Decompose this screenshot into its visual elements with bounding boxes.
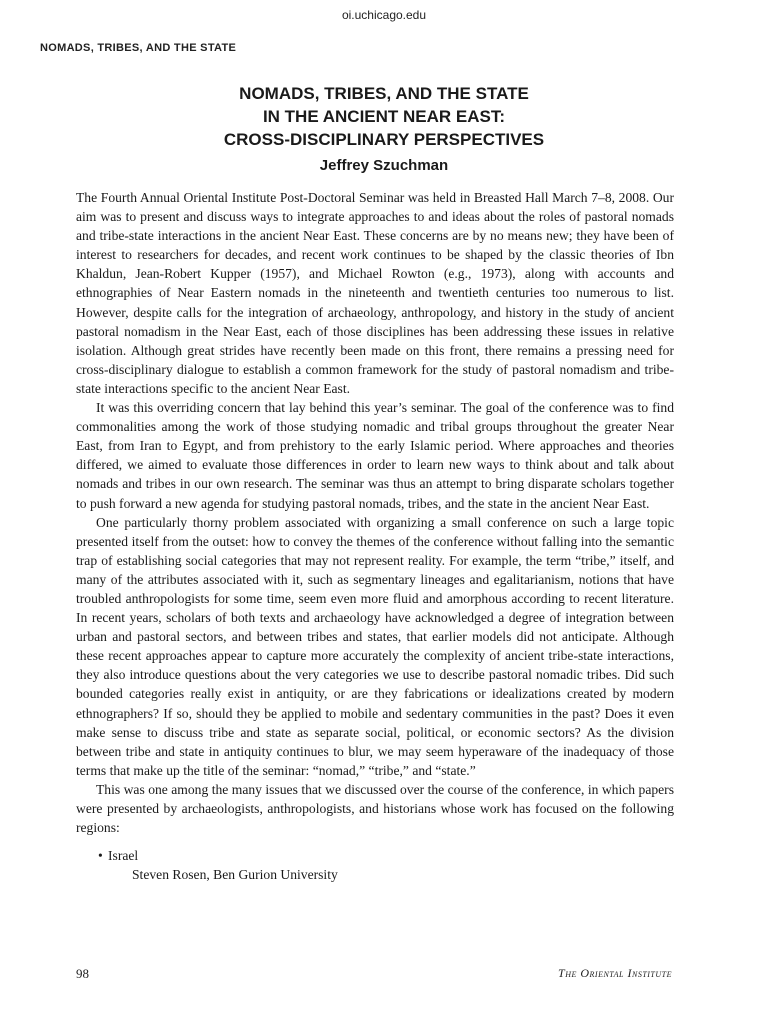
article-title-block: [0, 82, 768, 174]
region-item: [76, 846, 674, 884]
paragraph-4: This was one among the many issues that we discussed over the course of the conference, in which papers were presented by archaeologists, anthropologists, and historians whose work has focused on the following regions:: [76, 781, 674, 836]
author-name: Jeffrey Szuchman: [319, 157, 449, 174]
footer-institution: The Oriental Institute: [558, 966, 672, 980]
page-number: 98: [76, 966, 89, 981]
bullet-dot-icon: •: [98, 848, 103, 864]
region-label: Israel: [108, 848, 139, 864]
paragraph-1: The Fourth Annual Oriental Institute Post-Doctoral Seminar was held in Breasted Hall March 7–8, 2008. Our aim was to present and discuss ways to integrate approaches to and ideas about the roles of pastoral nomads and tribe-state interactions in the ancient Near East. These concerns are by no means new; they have been of interest to researchers for decades, and recent work continues to be shaped by the classic theories of Ibn Khaldun, Jean-Robert Kupper (1957), and Michael Rowton (e.g., 1973), along with accounts and ethnographies of Near Eastern nomads in the nineteenth and twentieth centuries too numerous to list. However, despite calls for the integration of archaeology, anthropology, and history in the study of ancient pastoral nomadism in the Near East, each of those disciplines has been addressing these issues in relative isolation. Although great strides have recently been made on this front, there remains a pressing need for cross-disciplinary dialogue to establish a common framework for the study of pastoral nomadism and tribe-state interactions specific to the ancient Near East.: [76, 190, 674, 396]
regions-list: [76, 846, 674, 884]
article-title-line-2: IN THE ANCIENT NEAR EAST:: [262, 107, 506, 126]
running-head: NOMADS, TRIBES, AND THE STATE: [40, 42, 237, 54]
article-body: [76, 188, 674, 884]
paragraph-3: One particularly thorny problem associated with organizing a small conference on such a large topic presented itself from the outset: how to convey the themes of the conference without falling into the semantic trap of establishing social categories that may not represent reality. For example, the term “tribe,” itself, and many of the attributes associated with it, such as segmentary lineages and egalitarianism, notions that have troubled anthropologists for some time, seem even more fluid and amorphous according to recent literature. In recent years, scholars of both texts and archaeology have acknowledged a degree of integration between urban and pastoral sectors, and between tribes and states, that earlier models did not anticipate. Although these recent approaches appear to capture more accurately the complexity of ancient tribe-state interactions, they also introduce questions about the very categories we use to describe pastoral nomadic tribes. Did such bounded categories really exist in antiquity, or are they fabrications or idealizations created by modern ethnographers? If so, should they be applied to mobile and sedentary communities in the past? Does it even make sense to discuss tribe and state as separate social, political, or economic sectors? As the division between tribe and state in antiquity continues to blur, we may seem hyperaware of the inadequacy of those terms that make up the title of the seminar: “nomad,” “tribe,” and “state.”: [76, 514, 674, 778]
article-title-line-3: CROSS-DISCIPLINARY PERSPECTIVES: [223, 130, 545, 149]
article-title-line-1: NOMADS, TRIBES, AND THE STATE: [239, 84, 529, 103]
source-url: oi.uchicago.edu: [341, 8, 427, 22]
paragraph-2: It was this overriding concern that lay behind this year’s seminar. The goal of the conference was to find commonalities among the work of those studying nomadic and tribal groups throughout the greater Near East, from Iran to Egypt, and from prehistory to the early Islamic period. Where approaches and theories differed, we aimed to evaluate those differences in order to learn new ways to think about and talk about nomads and tribes in our own research. The seminar was thus an attempt to bring disparate scholars together to push forward a new agenda for studying pastoral nomads, tribes, and the state in the ancient Near East.: [76, 400, 674, 511]
region-speaker: Steven Rosen, Ben Gurion University: [132, 867, 338, 883]
